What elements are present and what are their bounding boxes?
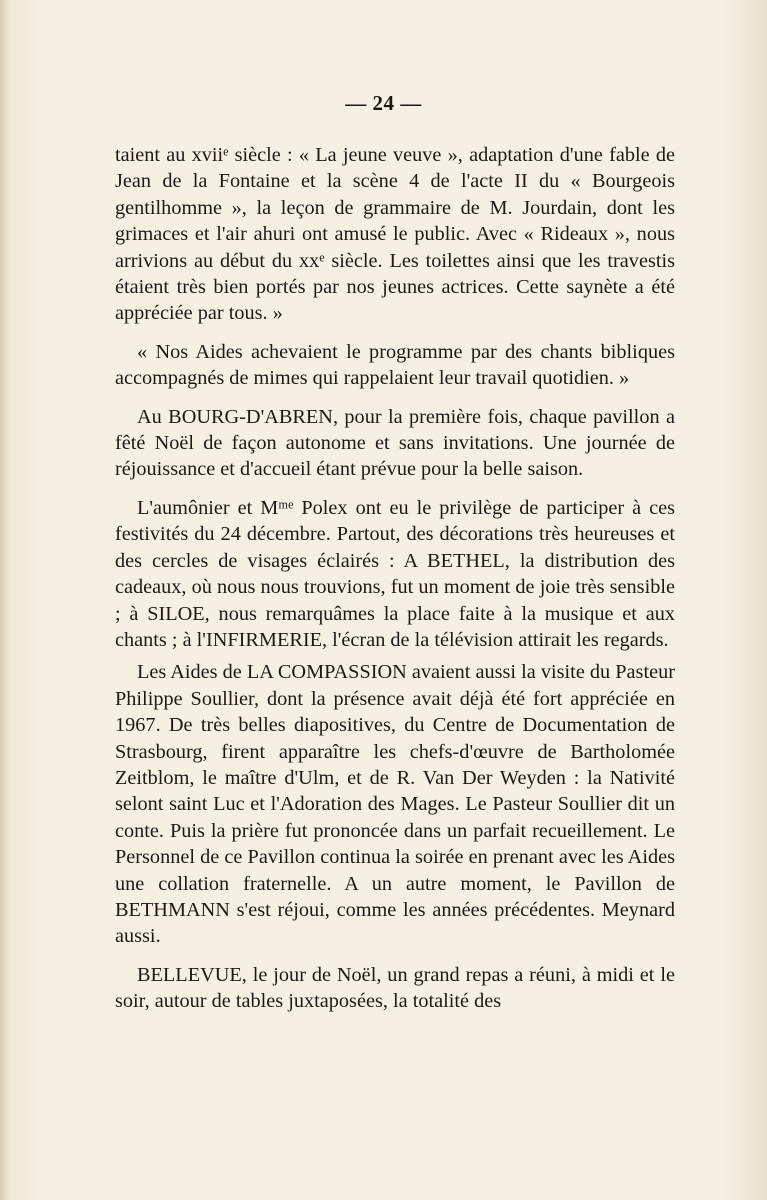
paragraph-1: taient au xviiᵉ siècle : « La jeune veuve », adaptation d'une fable de Jean de la Fontaine et la scène 4 de l'acte II du « Bourgeois gentilhomme », la leçon de grammaire de M. Jourdain, dont les grimaces et l'air ahuri ont amusé le public. Avec « Rideaux », nous arrivions au début du xxᵉ siècle. Les toilettes ainsi que les travestis étaient très bien portés par nos jeunes actrices. Cette saynète a été appréciée par tous. » [115, 144, 675, 325]
paragraph-4: L'aumônier et Mᵐᵉ Polex ont eu le privilège de participer à ces festivités du 24 décembre. Partout, des décorations très heureuses et des cercles de visages éclairés : A BETHEL, la distribution des cadeaux, où nous nous trouvions, fut un moment de joie très sensible ; à SILOE, nous remarquâmes la place faite à la musique et aux chants ; à l'INFIRMERIE, l'écran de la télévision attirait les regards. [115, 496, 675, 651]
paragraph-3: Au BOURG-D'ABREN, pour la première fois, chaque pavillon a fêté Noël de façon autonome et sans invitations. Une journée de réjouissance et d'accueil étant prévue pour la belle saison. [115, 405, 675, 481]
body-text [115, 142, 675, 1027]
paragraph-5: Les Aides de LA COMPASSION avaient aussi la visite du Pasteur Philippe Soullier, dont la présence avait déjà été fort appréciée en 1967. De très belles diapositives, du Centre de Documentation de Strasbourg, firent apparaître les chefs-d'œuvre de Bartholomée Zeitblom, le maître d'Ulm, et de R. Van Der Weyden : la Nativité selont saint Luc et l'Adoration des Mages. Le Pasteur Soullier dit un conte. Puis la prière fut prononcée dans un parfait recueillement. Le Personnel de ce Pavillon continua la soirée en prenant avec les Aides une collation fraternelle. A un autre moment, le Pavillon de BETHMANN s'est réjoui, comme les années précédentes. Meynard aussi. [115, 661, 675, 948]
page-number: — 24 — [345, 91, 422, 115]
paragraph-6: BELLEVUE, le jour de Noël, un grand repas a réuni, à midi et le soir, autour de tables juxtaposées, la totalité des [115, 963, 675, 1013]
paragraph-2: « Nos Aides achevaient le programme par des chants bibliques accompagnés de mimes qui rappelaient leur travail quotidien. » [115, 340, 675, 390]
